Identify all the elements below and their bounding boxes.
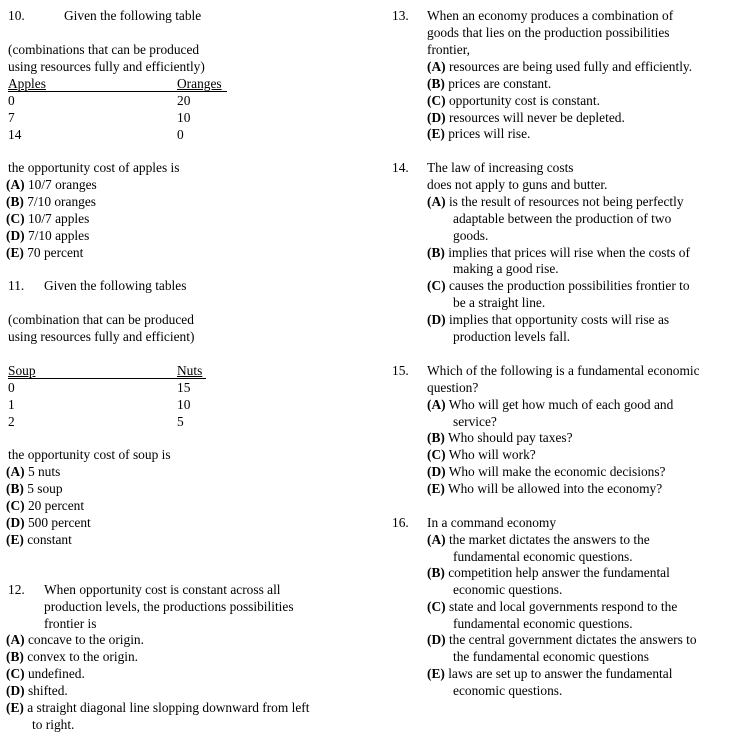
table-cell: 7 xyxy=(8,110,15,125)
question-stem: Given the following table xyxy=(64,8,202,23)
question-text: the opportunity cost of soup is xyxy=(8,447,171,462)
option-c[interactable]: (C) Who will work? xyxy=(427,447,536,462)
table-header-apples: Apples xyxy=(8,76,46,91)
option-d[interactable]: (D) the central government dictates the answers to xyxy=(427,632,697,647)
option-e-continued: economic questions. xyxy=(453,683,563,698)
question-stem: frontier, xyxy=(427,42,470,57)
option-e[interactable]: (E) constant xyxy=(6,532,72,547)
option-a[interactable]: (A) the market dictates the answers to the xyxy=(427,532,650,547)
table-header-soup: Soup xyxy=(8,363,36,378)
question-number: 12. xyxy=(8,582,25,597)
table-cell: 1 xyxy=(8,397,15,412)
option-e-continued: to right. xyxy=(32,717,75,732)
option-a[interactable]: (A) resources are being used fully and efficiently. xyxy=(427,59,693,74)
option-a[interactable]: (A) 5 nuts xyxy=(6,464,61,479)
table-cell: 14 xyxy=(8,127,22,142)
question-text: the opportunity cost of apples is xyxy=(8,160,180,175)
question-number: 11. xyxy=(8,278,25,293)
option-a[interactable]: (A) concave to the origin. xyxy=(6,632,144,647)
question-stem: goods that lies on the production possibilities xyxy=(427,25,670,40)
table-cell: 2 xyxy=(8,414,15,429)
option-e[interactable]: (E) prices will rise. xyxy=(427,126,531,141)
option-a[interactable]: (A) Who will get how much of each good and xyxy=(427,397,674,412)
table-cell: 0 xyxy=(177,127,184,142)
option-e[interactable]: (E) Who will be allowed into the economy? xyxy=(427,481,663,496)
option-e[interactable]: (E) a straight diagonal line slopping downward from left xyxy=(6,700,310,715)
question-stem: frontier is xyxy=(44,616,97,631)
question-stem: Which of the following is a fundamental economic xyxy=(427,363,700,378)
option-a-continued: service? xyxy=(453,414,497,429)
question-number: 16. xyxy=(392,515,409,530)
option-a-continued: goods. xyxy=(453,228,489,243)
table-cell: 0 xyxy=(8,93,15,108)
table-note: using resources fully and efficiently) xyxy=(8,59,205,74)
option-a-continued: fundamental economic questions. xyxy=(453,549,633,564)
option-d[interactable]: (D) Who will make the economic decisions? xyxy=(427,464,666,479)
option-a[interactable]: (A) 10/7 oranges xyxy=(6,177,97,192)
question-number: 14. xyxy=(392,160,409,175)
option-b[interactable]: (B) convex to the origin. xyxy=(6,649,139,664)
option-d-continued: the fundamental economic questions xyxy=(453,649,649,664)
option-c[interactable]: (C) 10/7 apples xyxy=(6,211,90,226)
option-d[interactable]: (D) 500 percent xyxy=(6,515,91,530)
question-stem: In a command economy xyxy=(427,515,557,530)
option-a[interactable]: (A) is the result of resources not being perfectly xyxy=(427,194,684,209)
option-b[interactable]: (B) prices are constant. xyxy=(427,76,552,91)
option-b-continued: making a good rise. xyxy=(453,261,559,276)
question-stem: The law of increasing costs xyxy=(427,160,574,175)
option-c[interactable]: (C) undefined. xyxy=(6,666,85,681)
option-b[interactable]: (B) 5 soup xyxy=(6,481,63,496)
option-c-continued: be a straight line. xyxy=(453,295,546,310)
option-c[interactable]: (C) 20 percent xyxy=(6,498,85,513)
option-e[interactable]: (E) laws are set up to answer the fundamental xyxy=(427,666,673,681)
option-b[interactable]: (B) implies that prices will rise when the costs of xyxy=(427,245,690,260)
question-stem: Given the following tables xyxy=(44,278,187,293)
option-d-continued: production levels fall. xyxy=(453,329,571,344)
question-stem: question? xyxy=(427,380,479,395)
table-note: (combination that can be produced xyxy=(8,312,194,327)
table-rule xyxy=(8,91,227,92)
option-c[interactable]: (C) state and local governments respond to the xyxy=(427,599,678,614)
table-cell: 5 xyxy=(177,414,184,429)
question-stem: When opportunity cost is constant across all xyxy=(44,582,281,597)
option-d[interactable]: (D) implies that opportunity costs will rise as xyxy=(427,312,670,327)
question-number: 10. xyxy=(8,8,25,23)
option-a-continued: adaptable between the production of two xyxy=(453,211,672,226)
option-b[interactable]: (B) Who should pay taxes? xyxy=(427,430,573,445)
table-cell: 20 xyxy=(177,93,191,108)
option-d[interactable]: (D) 7/10 apples xyxy=(6,228,90,243)
table-cell: 15 xyxy=(177,380,191,395)
option-b-continued: economic questions. xyxy=(453,582,563,597)
option-c[interactable]: (C) opportunity cost is constant. xyxy=(427,93,600,108)
option-b[interactable]: (B) 7/10 oranges xyxy=(6,194,97,209)
question-stem: When an economy produces a combination of xyxy=(427,8,674,23)
table-cell: 10 xyxy=(177,397,191,412)
table-note: (combinations that can be produced xyxy=(8,42,200,57)
table-cell: 10 xyxy=(177,110,191,125)
table-header-nuts: Nuts xyxy=(177,363,203,378)
table-note: using resources fully and efficient) xyxy=(8,329,195,344)
option-c-continued: fundamental economic questions. xyxy=(453,616,633,631)
option-d[interactable]: (D) shifted. xyxy=(6,683,68,698)
option-b[interactable]: (B) competition help answer the fundamental xyxy=(427,565,670,580)
option-e[interactable]: (E) 70 percent xyxy=(6,245,84,260)
table-cell: 0 xyxy=(8,380,15,395)
option-c[interactable]: (C) causes the production possibilities frontier to xyxy=(427,278,690,293)
question-number: 13. xyxy=(392,8,409,23)
option-d[interactable]: (D) resources will never be depleted. xyxy=(427,110,625,125)
table-header-oranges: Oranges xyxy=(177,76,222,91)
question-stem: does not apply to guns and butter. xyxy=(427,177,608,192)
question-number: 15. xyxy=(392,363,409,378)
question-stem: production levels, the productions possibilities xyxy=(44,599,294,614)
